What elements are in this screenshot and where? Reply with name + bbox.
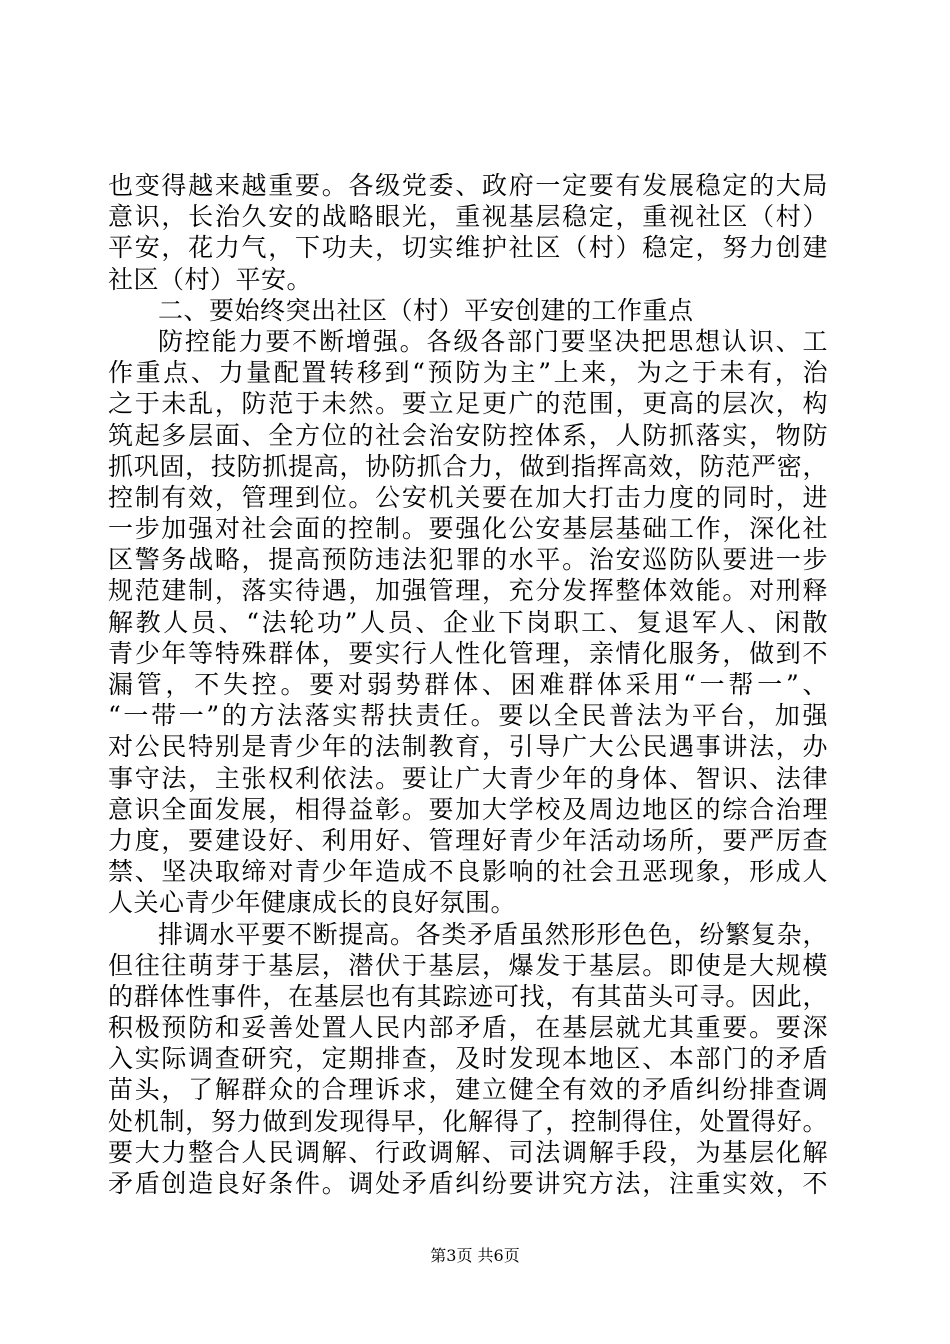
page-footer: 第3页 共6页 <box>430 1246 520 1265</box>
text-line: 防控能力要不断增强。各级各部门要坚决把思想认识、工 <box>158 326 828 356</box>
text-line: 处机制，努力做到发现得早，化解得了，控制得住，处置得好。 <box>108 1106 828 1136</box>
text-line: 苗头，了解群众的合理诉求，建立健全有效的矛盾纠纷排查调 <box>108 1075 828 1105</box>
text-line: 也变得越来越重要。各级党委、政府一定要有发展稳定的大局 <box>108 171 828 200</box>
text-line: “一带一”的方法落实帮扶责任。要以全民普法为平台，加强 <box>108 701 828 731</box>
text-line: 力度，要建设好、利用好、管理好青少年活动场所，要严厉查 <box>108 825 828 855</box>
text-line: 作重点、力量配置转移到“预防为主”上来，为之于未有，治 <box>108 358 828 388</box>
text-line: 意识全面发展，相得益彰。要加大学校及周边地区的综合治理 <box>108 794 828 824</box>
text-line: 意识，长治久安的战略眼光，重视基层稳定，重视社区（村） <box>108 202 828 232</box>
text-line: 积极预防和妥善处置人民内部矛盾，在基层就尤其重要。要深 <box>108 1013 828 1043</box>
text-line: 矛盾创造良好条件。调处矛盾纠纷要讲究方法，注重实效，不 <box>108 1169 828 1198</box>
text-line: 之于未乱，防范于未然。要立足更广的范围，更高的层次，构 <box>108 389 828 419</box>
text-line: 对公民特别是青少年的法制教育，引导广大公民遇事讲法，办 <box>108 732 828 762</box>
text-line: 青少年等特殊群体，要实行人性化管理，亲情化服务，做到不 <box>108 638 828 668</box>
text-line: 但往往萌芽于基层，潜伏于基层，爆发于基层。即使是大规模 <box>108 950 828 980</box>
text-line: 人关心青少年健康成长的良好氛围。 <box>108 888 517 918</box>
text-line: 排调水平要不断提高。各类矛盾虽然形形色色，纷繁复杂， <box>158 919 828 949</box>
text-line: 漏管，不失控。要对弱势群体、困难群体采用“一帮一”、 <box>108 670 828 699</box>
text-line: 区警务战略，提高预防违法犯罪的水平。治安巡防队要进一步 <box>108 545 828 575</box>
document-body <box>108 170 828 1199</box>
text-line: 要大力整合人民调解、行政调解、司法调解手段，为基层化解 <box>108 1137 828 1167</box>
text-line: 规范建制，落实待遇，加强管理，充分发挥整体效能。对刑释 <box>108 576 828 606</box>
text-line: 抓巩固，技防抓提高，协防抓合力，做到指挥高效，防范严密， <box>108 451 828 481</box>
text-line: 社区（村）平安。 <box>108 264 313 294</box>
text-line: 解教人员、“法轮功”人员、企业下岗职工、复退军人、闲散 <box>108 607 828 637</box>
text-line: 二、要始终突出社区（村）平安创建的工作重点 <box>158 295 694 325</box>
text-line: 入实际调查研究，定期排查，及时发现本地区、本部门的矛盾 <box>108 1044 828 1074</box>
text-line: 禁、坚决取缔对青少年造成不良影响的社会丑恶现象，形成人 <box>108 857 828 887</box>
text-line: 一步加强对社会面的控制。要强化公安基层基础工作，深化社 <box>108 514 828 544</box>
text-line: 的群体性事件，在基层也有其踪迹可找，有其苗头可寻。因此， <box>108 981 828 1011</box>
text-line: 筑起多层面、全方位的社会治安防控体系，人防抓落实，物防 <box>108 420 828 450</box>
text-line: 事守法，主张权利依法。要让广大青少年的身体、智识、法律 <box>108 763 828 793</box>
text-line: 控制有效，管理到位。公安机关要在加大打击力度的同时，进 <box>108 482 828 512</box>
text-line: 平安，花力气，下功夫，切实维护社区（村）稳定，努力创建 <box>108 233 828 263</box>
